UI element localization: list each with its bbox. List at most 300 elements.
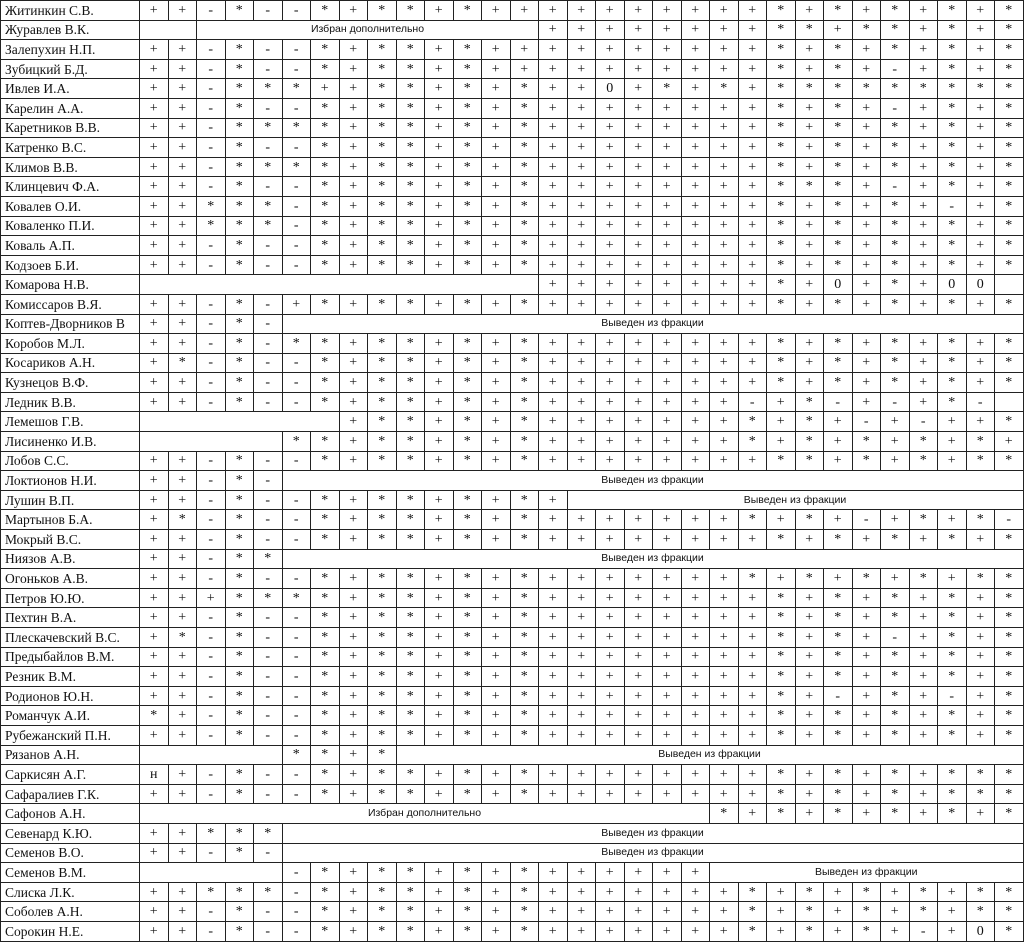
vote-cell: *	[881, 784, 910, 804]
vote-cell: +	[539, 255, 568, 275]
vote-cell: -	[197, 294, 226, 314]
deputy-name: Коваль А.П.	[1, 236, 140, 256]
vote-cell: +	[681, 647, 710, 667]
vote-cell: +	[795, 275, 824, 295]
vote-cell: +	[909, 804, 938, 824]
vote-cell: +	[852, 255, 881, 275]
vote-cell: *	[311, 608, 340, 628]
vote-cell: -	[881, 628, 910, 648]
vote-cell: *	[966, 784, 995, 804]
vote-cell: +	[140, 157, 169, 177]
vote-cell: +	[852, 216, 881, 236]
vote-cell: *	[311, 59, 340, 79]
vote-cell: *	[767, 294, 796, 314]
deputy-name: Предыбайлов В.М.	[1, 647, 140, 667]
vote-cell: +	[795, 294, 824, 314]
vote-cell: *	[396, 510, 425, 530]
vote-cell: *	[909, 451, 938, 471]
vote-cell: н	[140, 765, 169, 785]
vote-cell: +	[140, 79, 169, 99]
vote-cell: *	[824, 79, 853, 99]
vote-cell: +	[767, 412, 796, 432]
vote-cell: +	[653, 882, 682, 902]
vote-cell: +	[596, 392, 625, 412]
vote-cell: +	[681, 138, 710, 158]
vote-cell: +	[881, 510, 910, 530]
vote-cell: +	[567, 59, 596, 79]
table-row	[1, 451, 1024, 471]
vote-cell: +	[852, 706, 881, 726]
vote-cell: *	[510, 706, 539, 726]
vote-cell: +	[168, 138, 197, 158]
vote-cell: *	[368, 588, 397, 608]
vote-cell: +	[653, 216, 682, 236]
vote-cell: *	[368, 432, 397, 452]
vote-cell: +	[653, 236, 682, 256]
vote-cell: *	[938, 255, 967, 275]
vote-cell: *	[767, 667, 796, 687]
vote-cell: *	[225, 177, 254, 197]
vote-cell: *	[453, 784, 482, 804]
vote-cell: *	[453, 667, 482, 687]
vote-cell: +	[140, 236, 169, 256]
vote-cell: *	[881, 196, 910, 216]
vote-cell: -	[197, 451, 226, 471]
vote-cell: +	[596, 628, 625, 648]
vote-cell: 0	[966, 921, 995, 941]
vote-cell: *	[738, 412, 767, 432]
vote-cell: +	[567, 530, 596, 550]
vote-cell: *	[510, 765, 539, 785]
vote-cell: *	[938, 628, 967, 648]
vote-cell: *	[254, 216, 283, 236]
vote-cell: *	[909, 569, 938, 589]
vote-cell: *	[795, 20, 824, 40]
vote-cell: +	[140, 530, 169, 550]
vote-cell: +	[710, 628, 739, 648]
vote-cell: *	[767, 275, 796, 295]
vote-cell: -	[282, 1, 311, 21]
vote-cell: *	[824, 157, 853, 177]
vote-cell: *	[938, 1, 967, 21]
vote-cell: -	[197, 706, 226, 726]
vote-cell: *	[795, 882, 824, 902]
vote-cell: *	[995, 177, 1024, 197]
vote-cell: *	[510, 392, 539, 412]
vote-cell: +	[852, 686, 881, 706]
vote-cell: *	[881, 1, 910, 21]
vote-cell: +	[168, 177, 197, 197]
vote-cell: +	[339, 79, 368, 99]
vote-cell: +	[738, 275, 767, 295]
vote-cell: +	[140, 608, 169, 628]
vote-cell: -	[254, 510, 283, 530]
vote-cell: -	[282, 59, 311, 79]
vote-cell: +	[738, 451, 767, 471]
vote-cell: +	[710, 294, 739, 314]
table-row	[1, 921, 1024, 941]
vote-cell: *	[368, 921, 397, 941]
vote-cell: *	[282, 79, 311, 99]
vote-cell: -	[197, 549, 226, 569]
vote-cell: -	[282, 765, 311, 785]
vote-cell: -	[282, 392, 311, 412]
vote-cell: +	[909, 196, 938, 216]
vote-cell: +	[482, 373, 511, 393]
vote-cell: +	[539, 647, 568, 667]
vote-cell: *	[311, 863, 340, 883]
vote-cell: +	[681, 157, 710, 177]
deputy-name: Пехтин В.А.	[1, 608, 140, 628]
vote-cell: +	[767, 569, 796, 589]
vote-cell: *	[966, 882, 995, 902]
vote-cell: *	[311, 40, 340, 60]
vote-cell: *	[368, 569, 397, 589]
vote-cell: +	[140, 823, 169, 843]
vote-cell: -	[282, 530, 311, 550]
vote-cell: *	[510, 138, 539, 158]
vote-cell: +	[539, 686, 568, 706]
vote-cell: *	[909, 432, 938, 452]
table-row	[1, 118, 1024, 138]
vote-cell: +	[966, 40, 995, 60]
vote-cell: *	[938, 40, 967, 60]
vote-cell: *	[938, 765, 967, 785]
vote-cell: +	[339, 628, 368, 648]
vote-cell: +	[824, 902, 853, 922]
empty-span	[140, 432, 283, 452]
deputy-name: Локтионов Н.И.	[1, 471, 140, 491]
vote-cell: *	[225, 314, 254, 334]
vote-cell: +	[681, 40, 710, 60]
vote-cell: +	[738, 59, 767, 79]
vote-cell: +	[795, 804, 824, 824]
vote-cell: *	[453, 628, 482, 648]
vote-cell: +	[681, 667, 710, 687]
vote-cell: +	[482, 725, 511, 745]
vote-cell: 0	[824, 275, 853, 295]
vote-cell: *	[368, 353, 397, 373]
vote-cell: +	[738, 530, 767, 550]
vote-cell: *	[368, 392, 397, 412]
vote-cell: *	[396, 765, 425, 785]
vote-cell: +	[567, 921, 596, 941]
vote-cell: *	[510, 647, 539, 667]
vote-cell: *	[453, 59, 482, 79]
vote-cell: -	[197, 118, 226, 138]
vote-cell: *	[368, 451, 397, 471]
vote-cell: *	[881, 765, 910, 785]
vote-cell: *	[510, 882, 539, 902]
vote-cell: -	[254, 902, 283, 922]
vote-cell: +	[539, 196, 568, 216]
vote-cell: +	[909, 216, 938, 236]
vote-cell: +	[168, 823, 197, 843]
vote-cell: +	[738, 79, 767, 99]
vote-cell: +	[795, 530, 824, 550]
vote-cell: *	[368, 667, 397, 687]
vote-cell: +	[795, 647, 824, 667]
vote-cell: +	[767, 902, 796, 922]
vote-cell: *	[995, 628, 1024, 648]
vote-cell: *	[881, 706, 910, 726]
vote-cell: *	[824, 784, 853, 804]
vote-cell: *	[396, 138, 425, 158]
vote-cell: +	[539, 98, 568, 118]
vote-cell: *	[995, 59, 1024, 79]
vote-cell: +	[966, 138, 995, 158]
vote-cell: +	[339, 882, 368, 902]
vote-cell: +	[482, 608, 511, 628]
vote-cell: *	[966, 79, 995, 99]
vote-cell: *	[881, 373, 910, 393]
table-row	[1, 314, 1024, 334]
vote-cell: -	[282, 255, 311, 275]
vote-cell: +	[339, 686, 368, 706]
table-row	[1, 902, 1024, 922]
vote-cell: +	[795, 1, 824, 21]
vote-cell: *	[453, 353, 482, 373]
vote-cell: +	[567, 294, 596, 314]
deputy-name: Комарова Н.В.	[1, 275, 140, 295]
vote-cell: +	[909, 373, 938, 393]
vote-cell: *	[396, 432, 425, 452]
table-row	[1, 255, 1024, 275]
vote-cell: *	[225, 216, 254, 236]
vote-cell: +	[710, 255, 739, 275]
vote-cell: *	[368, 294, 397, 314]
vote-cell: +	[140, 588, 169, 608]
vote-cell: *	[510, 412, 539, 432]
vote-cell: +	[140, 314, 169, 334]
vote-cell: *	[396, 1, 425, 21]
vote-cell: +	[596, 451, 625, 471]
vote-cell: +	[795, 765, 824, 785]
vote-cell: *	[881, 608, 910, 628]
vote-cell: +	[168, 490, 197, 510]
vote-cell: +	[624, 373, 653, 393]
vote-cell: *	[995, 1, 1024, 21]
vote-cell: +	[168, 40, 197, 60]
vote-cell: *	[510, 921, 539, 941]
vote-cell: +	[681, 216, 710, 236]
vote-cell: +	[881, 569, 910, 589]
vote-cell: *	[225, 157, 254, 177]
vote-cell: +	[567, 628, 596, 648]
vote-cell: +	[824, 20, 853, 40]
vote-cell: *	[311, 686, 340, 706]
vote-cell: *	[453, 647, 482, 667]
vote-cell: -	[881, 59, 910, 79]
vote-cell: +	[710, 882, 739, 902]
vote-cell: +	[140, 138, 169, 158]
vote-cell: +	[681, 882, 710, 902]
vote-cell: *	[510, 725, 539, 745]
vote-cell: +	[539, 294, 568, 314]
vote-cell: +	[681, 20, 710, 40]
vote-cell: *	[510, 294, 539, 314]
faction-status-note: Избран дополнительно	[140, 804, 710, 824]
vote-cell: -	[282, 902, 311, 922]
vote-cell: +	[824, 510, 853, 530]
vote-cell: +	[339, 745, 368, 765]
vote-cell: +	[710, 647, 739, 667]
vote-cell: -	[282, 784, 311, 804]
vote-cell: +	[425, 236, 454, 256]
deputy-name: Саркисян А.Г.	[1, 765, 140, 785]
vote-cell: +	[482, 706, 511, 726]
vote-cell: +	[624, 275, 653, 295]
vote-cell: +	[852, 784, 881, 804]
vote-cell: -	[282, 725, 311, 745]
vote-cell: +	[938, 451, 967, 471]
vote-cell: *	[453, 1, 482, 21]
vote-cell: *	[938, 392, 967, 412]
vote-cell: +	[140, 882, 169, 902]
vote-cell: -	[197, 628, 226, 648]
vote-cell: +	[140, 118, 169, 138]
vote-cell: +	[339, 157, 368, 177]
vote-cell: *	[938, 20, 967, 40]
vote-cell: *	[767, 628, 796, 648]
vote-cell: +	[653, 118, 682, 138]
vote-cell: *	[909, 510, 938, 530]
vote-cell: -	[254, 765, 283, 785]
vote-cell: *	[824, 40, 853, 60]
vote-cell: *	[995, 157, 1024, 177]
vote-cell: *	[396, 608, 425, 628]
vote-cell: +	[966, 118, 995, 138]
vote-cell: +	[539, 510, 568, 530]
vote-cell: +	[710, 784, 739, 804]
vote-cell: +	[425, 255, 454, 275]
vote-cell: -	[254, 647, 283, 667]
vote-cell: +	[909, 177, 938, 197]
vote-cell: *	[225, 608, 254, 628]
table-row	[1, 1, 1024, 21]
vote-cell: +	[966, 608, 995, 628]
vote-cell: *	[767, 177, 796, 197]
vote-cell: +	[539, 138, 568, 158]
vote-cell: *	[510, 588, 539, 608]
vote-cell: +	[567, 510, 596, 530]
vote-cell: *	[881, 40, 910, 60]
vote-cell: +	[681, 530, 710, 550]
vote-cell: +	[539, 765, 568, 785]
vote-cell: *	[225, 392, 254, 412]
vote-cell: *	[225, 765, 254, 785]
vote-cell: +	[596, 530, 625, 550]
vote-cell: *	[824, 588, 853, 608]
vote-cell: *	[453, 608, 482, 628]
vote-cell: +	[624, 59, 653, 79]
vote-cell: *	[767, 530, 796, 550]
table-row	[1, 392, 1024, 412]
vote-cell: +	[596, 138, 625, 158]
vote-cell: *	[738, 882, 767, 902]
vote-cell: *	[824, 255, 853, 275]
vote-cell: +	[681, 373, 710, 393]
vote-cell: +	[852, 1, 881, 21]
vote-cell: +	[710, 686, 739, 706]
vote-cell: *	[368, 490, 397, 510]
deputy-name: Лушин В.П.	[1, 490, 140, 510]
vote-cell: +	[339, 667, 368, 687]
vote-cell: *	[225, 628, 254, 648]
vote-cell: +	[795, 196, 824, 216]
vote-cell: *	[453, 451, 482, 471]
vote-cell: +	[966, 1, 995, 21]
vote-cell: *	[282, 334, 311, 354]
vote-cell: *	[510, 490, 539, 510]
vote-cell: +	[567, 40, 596, 60]
vote-cell: *	[510, 255, 539, 275]
vote-cell: +	[567, 608, 596, 628]
vote-cell: *	[311, 647, 340, 667]
vote-cell: *	[881, 236, 910, 256]
vote-cell: +	[339, 1, 368, 21]
vote-cell: +	[539, 177, 568, 197]
vote-cell: +	[909, 647, 938, 667]
vote-cell: *	[396, 216, 425, 236]
vote-cell: +	[624, 138, 653, 158]
vote-cell: +	[881, 432, 910, 452]
vote-cell: +	[966, 706, 995, 726]
vote-cell: +	[539, 628, 568, 648]
empty-span	[140, 745, 283, 765]
vote-cell: *	[368, 510, 397, 530]
vote-cell: +	[710, 236, 739, 256]
vote-cell: +	[596, 236, 625, 256]
deputy-name: Семенов В.О.	[1, 843, 140, 863]
vote-cell: +	[596, 882, 625, 902]
vote-cell: +	[425, 530, 454, 550]
vote-cell: -	[282, 686, 311, 706]
vote-cell: *	[767, 59, 796, 79]
vote-cell: *	[396, 490, 425, 510]
vote-cell: *	[824, 59, 853, 79]
vote-cell: *	[995, 706, 1024, 726]
vote-cell: *	[767, 686, 796, 706]
vote-cell: +	[966, 530, 995, 550]
vote-cell: *	[225, 921, 254, 941]
vote-cell: +	[596, 784, 625, 804]
vote-cell: -	[254, 843, 283, 863]
vote-cell: +	[482, 921, 511, 941]
vote-cell: +	[482, 588, 511, 608]
vote-cell: +	[653, 706, 682, 726]
vote-cell: *	[824, 118, 853, 138]
deputy-name: Сафонов А.Н.	[1, 804, 140, 824]
vote-cell: +	[482, 353, 511, 373]
vote-cell: *	[197, 216, 226, 236]
vote-cell: +	[624, 353, 653, 373]
vote-cell: *	[311, 745, 340, 765]
vote-cell: +	[738, 647, 767, 667]
vote-cell: +	[168, 118, 197, 138]
vote-cell: +	[624, 863, 653, 883]
vote-cell: +	[624, 451, 653, 471]
vote-cell: +	[653, 255, 682, 275]
vote-cell: +	[168, 294, 197, 314]
vote-cell: +	[539, 490, 568, 510]
vote-cell: *	[881, 138, 910, 158]
vote-cell: +	[567, 686, 596, 706]
vote-cell: -	[254, 1, 283, 21]
vote-cell: +	[852, 647, 881, 667]
vote-cell: *	[453, 392, 482, 412]
table-row	[1, 823, 1024, 843]
